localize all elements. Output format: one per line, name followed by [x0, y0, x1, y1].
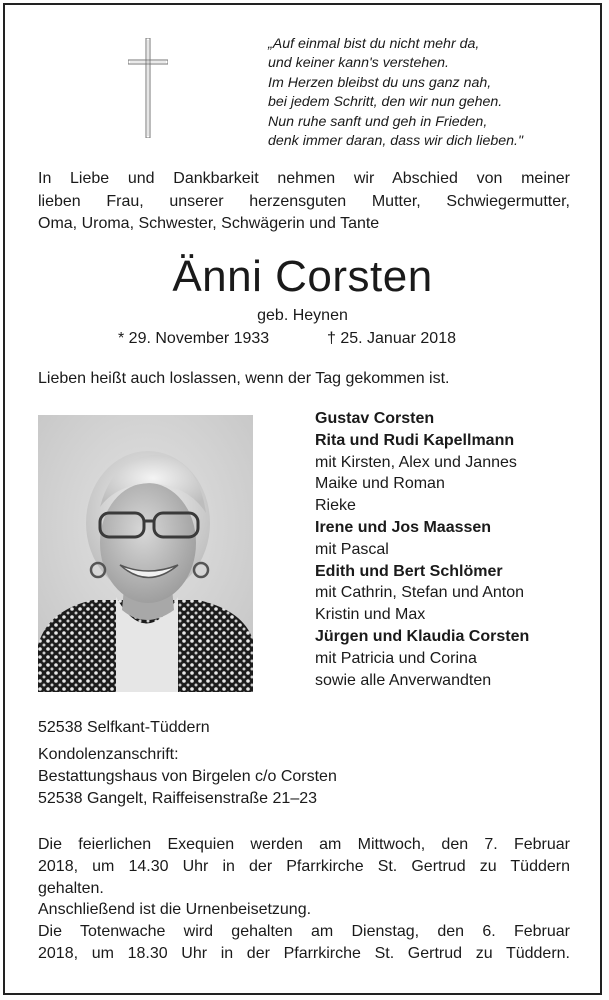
- intro-text: [38, 168, 570, 236]
- motto: Lieben heißt auch loslassen, wenn der Tag gekommen ist.: [38, 370, 450, 387]
- residence: 52538 Selfkant-Tüddern: [38, 719, 210, 736]
- poem-line: bei jedem Schritt, den wir nun gehen.: [268, 94, 503, 111]
- service-line: Die feierlichen Exequien werden am Mittwoch, den 7. Februar: [38, 836, 570, 853]
- condolence-address: [38, 744, 337, 810]
- service-line: Anschließend ist die Urnenbeisetzung.: [38, 901, 312, 919]
- family-member-detail: Rieke: [315, 497, 356, 515]
- family-member-detail: Maike und Roman: [315, 475, 445, 493]
- family-member-detail: mit Pascal: [315, 540, 389, 558]
- family-member-name: Irene und Jos Maassen: [315, 518, 492, 536]
- family-member-name: Rita und Rudi Kapellmann: [315, 431, 515, 449]
- family-member-detail: mit Cathrin, Stefan und Anton: [315, 584, 525, 602]
- portrait-photo: [38, 415, 253, 692]
- service-line: gehalten.: [38, 879, 104, 897]
- deceased-name: Änni Corsten: [172, 252, 433, 301]
- service-line: 2018, um 14.30 Uhr in der Pfarrkirche St. Gertrud zu Tüddern: [38, 857, 570, 875]
- address-line: 52538 Gangelt, Raiffeisenstraße 21–23: [38, 790, 318, 807]
- intro-line: In Liebe und Dankbarkeit nehmen wir Abschied von meiner: [38, 170, 570, 187]
- family-member-detail: mit Kirsten, Alex und Jannes: [315, 453, 517, 471]
- poem-line: „Auf einmal bist du nicht mehr da,: [268, 36, 480, 52]
- service-line: 2018, um 18.30 Uhr in der Pfarrkirche St. Gertrud zu Tüddern.: [38, 944, 570, 962]
- poem-line: und keiner kann's verstehen.: [268, 55, 449, 72]
- poem-line: Im Herzen bleibst du uns ganz nah,: [268, 74, 492, 91]
- poem-line: denk immer daran, dass wir dich lieben.": [268, 133, 524, 150]
- family-list: [315, 408, 595, 691]
- cross-icon: [128, 38, 168, 138]
- service-line: Die Totenwache wird gehalten am Dienstag, den 6. Februar: [38, 923, 570, 941]
- family-member-name: Jürgen und Klaudia Corsten: [315, 627, 530, 645]
- family-member-name: Gustav Corsten: [315, 410, 435, 427]
- service-info: [38, 834, 570, 965]
- death-date: † 25. Januar 2018: [327, 330, 456, 347]
- family-member-detail: sowie alle Anverwandten: [315, 671, 492, 689]
- address-line: Bestattungshaus von Birgelen c/o Corsten: [38, 768, 337, 785]
- intro-line: Oma, Uroma, Schwester, Schwägerin und Tante: [38, 215, 380, 232]
- birth-date: * 29. November 1933: [118, 330, 270, 347]
- family-member-detail: mit Patricia und Corina: [315, 649, 477, 667]
- maiden-name: geb. Heynen: [257, 307, 348, 324]
- poem: [268, 35, 588, 151]
- family-member-name: Edith und Bert Schlömer: [315, 562, 503, 580]
- intro-line: lieben Frau, unserer herzensguten Mutter, Schwiegermutter,: [38, 192, 570, 210]
- poem-line: Nun ruhe sanft und geh in Frieden,: [268, 113, 488, 130]
- family-member-detail: Kristin und Max: [315, 606, 426, 624]
- address-label: Kondolenzanschrift:: [38, 746, 179, 763]
